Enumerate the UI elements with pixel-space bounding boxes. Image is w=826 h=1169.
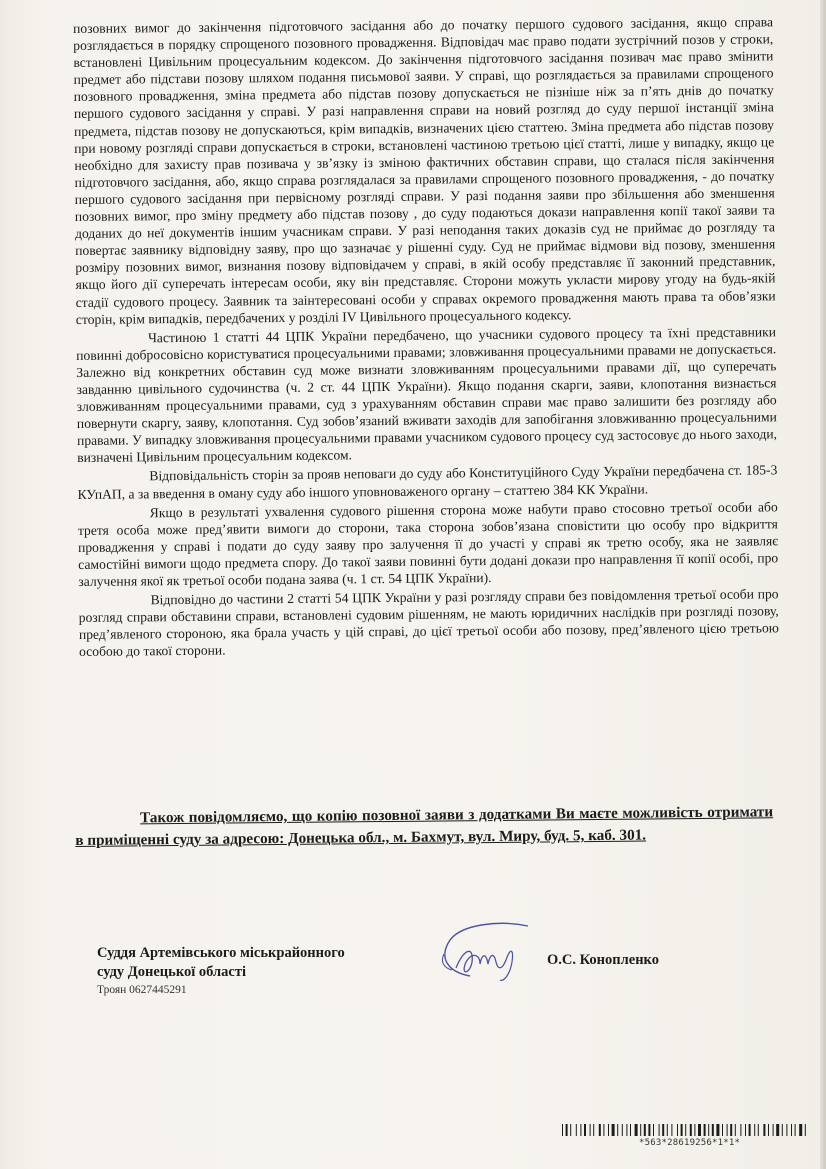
barcode-icon	[562, 1124, 808, 1136]
barcode-bar	[704, 1124, 706, 1136]
barcode-bar	[630, 1124, 631, 1136]
notice-copy-availability: Також повідомляємо, що копію позовної заяви з додатками Ви маєте можливість отримати в приміщенні суду за адресою: Донецька обл., м. Бахмут, вул. Миру, буд. 5, каб. 301.	[75, 803, 774, 849]
paragraph-article-54: Відповідно до частини 2 статті 54 ЦПК України у разі розгляду справи без повідомлення третьої особи про розгляд справи обставини справи, встановлені судовим рішенням, не мають юридичних наслідків при розгляді позову, пред’явленого стороною, яка брала участь у цій справі, до цієї третьої особи або позову, пред’явленого цією третьою особою до такої сторони.	[78, 586, 779, 660]
contact-line: Троян 0627445291	[97, 984, 187, 996]
barcode-bar	[659, 1124, 660, 1136]
barcode-bar	[617, 1124, 618, 1136]
document-body	[73, 13, 779, 660]
barcode-bar	[681, 1124, 683, 1136]
barcode-bar	[754, 1124, 755, 1136]
judge-name: О.С. Конопленко	[547, 952, 659, 968]
barcode-bar	[782, 1124, 783, 1136]
barcode-bar	[667, 1124, 668, 1136]
barcode-bar	[786, 1124, 787, 1136]
barcode-bar	[708, 1124, 709, 1136]
barcode-bar	[722, 1124, 723, 1136]
barcode-bar	[644, 1124, 646, 1136]
barcode-bar	[758, 1124, 759, 1136]
barcode-bar	[690, 1124, 692, 1136]
barcode-bar	[694, 1124, 695, 1136]
barcode-bar	[727, 1124, 728, 1136]
paragraph-third-party: Якщо в результаті ухвалення судового рішення сторона може набути право стосовно третьої особи або третя особа може пред’явити вимоги до сторони, така сторона зобов’язана сповістити цю особу про відкриття провадження у справі і подати до суду заяву про залучення її до участі у справі як третю особу, яка не заявляє самостійні вимоги щодо предмета спору. До такої заяви повинні бути додані докази про направлення її копії особі, про залучення якої як третьої особи подана заява (ч. 1 ст. 54 ЦПК України).	[77, 498, 779, 589]
barcode-bar	[562, 1124, 563, 1136]
barcode-bar	[622, 1124, 623, 1136]
barcode-bar	[640, 1124, 641, 1136]
barcode-bar	[730, 1124, 732, 1136]
barcode-bar	[805, 1124, 806, 1136]
barcode-bar	[671, 1124, 672, 1136]
barcode-bar	[712, 1124, 714, 1136]
barcode-bar	[576, 1124, 577, 1136]
barcode-bar	[580, 1124, 581, 1136]
barcode-bar	[653, 1124, 654, 1136]
barcode-bar	[648, 1124, 650, 1136]
barcode-bar	[749, 1124, 751, 1136]
barcode-bar	[773, 1124, 774, 1136]
barcode-bar	[584, 1124, 586, 1136]
barcode-bar	[593, 1124, 594, 1136]
paper-edge	[820, 0, 826, 1169]
barcode-bar	[599, 1124, 601, 1136]
barcode-bar	[566, 1124, 568, 1136]
barcode-bar	[635, 1124, 638, 1136]
judge-position-line1: Суддя Артемівського міськрайонного	[97, 945, 345, 961]
paragraph-liability: Відповідальність сторін за прояв неповаги до суду або Конституційного Суду України передбачена ст. 185-3 КУпАП, а за введення в оману суду або іншого уповноваженого органу – статтею 384 КК України.	[77, 462, 778, 502]
barcode-bar	[745, 1124, 746, 1136]
barcode-bar	[763, 1124, 765, 1136]
barcode-number: *563*28619256*1*1*	[639, 1138, 741, 1148]
signature-block	[97, 944, 345, 997]
barcode-bar	[677, 1124, 678, 1136]
barcode-bar	[740, 1124, 741, 1136]
barcode-bar	[612, 1124, 615, 1136]
barcode-bar	[603, 1124, 604, 1136]
barcode-bar	[791, 1124, 792, 1136]
barcode-bar	[716, 1124, 719, 1136]
barcode-bar	[795, 1124, 796, 1136]
barcode-bar	[685, 1124, 686, 1136]
barcode-bar	[590, 1124, 591, 1136]
judge-position-line2: суду Донецької області	[97, 964, 247, 980]
barcode-bar	[698, 1124, 701, 1136]
barcode-bar	[768, 1124, 769, 1136]
paragraph-abuse-of-rights: Частиною 1 статті 44 ЦПК України передбачено, що учасники судового процесу та їхні представники повинні добросовісно користуватися процесуальними правами; зловживання процесуальними правами не допускається. Залежно від конкретних обставин суд може визнати зловживанням процесуальними правами дії, що суперечать завданню цивільного судочинства (ч. 2 ст. 44 ЦПК України). Якщо подання скарги, заяви, клопотання визнається зловживанням процесуальними правами, суд з урахуванням обставин справи має право залишити без розгляду або повернути скаргу, заяву, клопотання. Суд зобов’язаний вживати заходів для запобігання зловживанню процесуальними правами. У випадку зловживання процесуальними правами учасником судового процесу суд застосовує до нього заходи, визначені Цивільним процесуальним кодексом.	[76, 323, 778, 466]
barcode-bar	[608, 1124, 609, 1136]
barcode-bar	[662, 1124, 664, 1136]
handwritten-signature-icon	[430, 918, 535, 990]
paragraph-claims-procedure: позовних вимог до закінчення підготовчого засідання або до початку першого судового засідання, якщо справа розглядається в порядку спрощеного позовного провадження. Відповідач має право подати зустрічний позов у строки, встановлені Цивільним процесуальним кодексом. До закінчення підготовчого засідання позивач має право змінити предмет або підстави позову шляхом подання письмової заяви. У справі, що розглядається за правилами спрощеного позовного провадження, зміна предмета або підстав позову допускається не пізніше ніж за п’ять днів до початку першого судового засідання у справі. У разі направлення справи на новий розгляд до суду першої інстанції зміна предмета, підстав позову не допускаються, крім випадків, визначених цією статтею. Зміна предмета або підстав позову при новому розгляді справи допускається в строки, встановлені частиною третьою цієї статті, лише у випадку, якщо це необхідно для захисту прав позивача у зв’язку із зміною фактичних обставин справи, що сталася після закінчення підготовчого засідання, або, якщо справа розглядалася за правилами спрощеного позовного провадження, - до початку першого судового засідання при первісному розгляді справи. У разі подання заяви про збільшення або зменшення позовних вимог, про зміну предмету або підстав позову , до суду подаються докази направлення копії такої заяви та доданих до неї документів іншим учасникам справи. У разі неподання таких доказів суд не приймає до розгляду та повертає заявнику відповідну заяву, про що зазначає у рішенні суду. Суд не приймає відмови від позову, зменшення розміру позовних вимог, визнання позову відповідачем у справі, в якій особу представляє її законний представник, якщо його дії суперечать інтересам особи, яку він представляє. Сторони можуть укласти мирову угоду на будь-якій стадії судового процесу. Заявник та заінтересовані особи у справах окремого провадження мають права та обов’язки сторін, крім випадків, передбачених у розділі IV Цивільного процесуального кодексу.	[73, 14, 776, 327]
barcode-bar	[799, 1124, 802, 1136]
barcode-bar	[776, 1124, 779, 1136]
barcode-bar	[735, 1124, 736, 1136]
barcode-bar	[570, 1124, 571, 1136]
barcode-bar	[626, 1124, 627, 1136]
